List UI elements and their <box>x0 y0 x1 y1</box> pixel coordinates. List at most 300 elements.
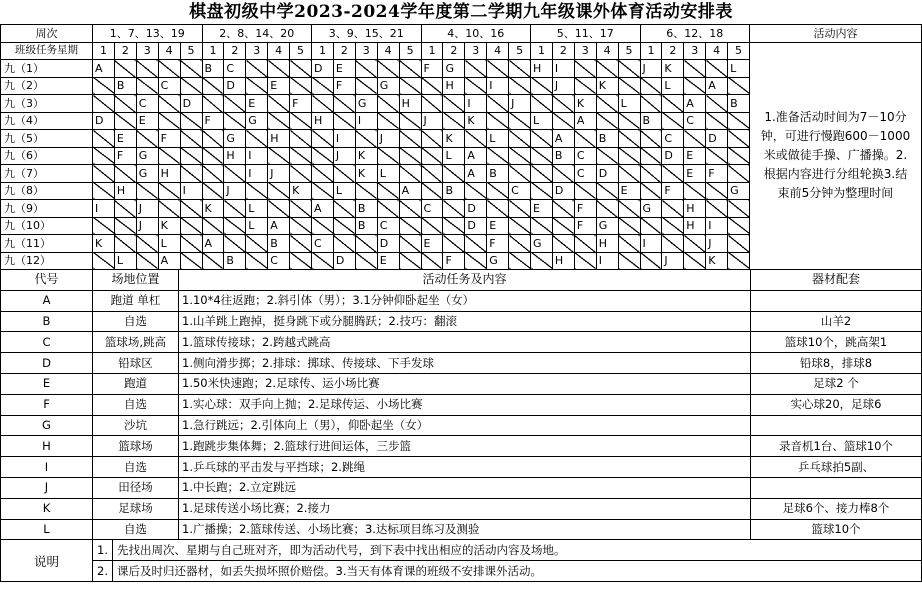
empty-slot <box>728 235 750 253</box>
week-group-header: 1、7、13、19 <box>93 25 203 43</box>
empty-slot <box>180 200 202 218</box>
activity-code-cell: G <box>640 200 662 218</box>
activity-code-cell: L <box>158 235 180 253</box>
empty-slot <box>465 130 487 148</box>
empty-slot <box>377 60 399 78</box>
activity-code-cell: B <box>596 130 618 148</box>
empty-slot <box>465 235 487 253</box>
class-name: 九（8） <box>1 182 93 200</box>
empty-slot <box>312 147 334 165</box>
activity-code-cell: K <box>465 112 487 130</box>
empty-slot <box>443 112 465 130</box>
empty-slot <box>180 235 202 253</box>
day-number: 5 <box>618 42 640 60</box>
empty-slot <box>290 252 312 270</box>
empty-slot <box>706 95 728 113</box>
empty-slot <box>224 235 246 253</box>
empty-slot <box>399 112 421 130</box>
activity-code-cell: L <box>114 252 136 270</box>
day-number: 4 <box>706 42 728 60</box>
empty-slot <box>268 182 290 200</box>
empty-slot <box>333 95 355 113</box>
activity-row <box>1 290 922 311</box>
empty-slot <box>728 77 750 95</box>
activity-code-cell: C <box>574 147 596 165</box>
activity-row <box>1 311 922 332</box>
empty-slot <box>509 60 531 78</box>
activity-code-cell: C <box>224 60 246 78</box>
empty-slot <box>312 165 334 183</box>
note-row <box>1 540 922 561</box>
empty-slot <box>684 60 706 78</box>
activity-equipment: 铅球8，排球8 <box>751 353 922 374</box>
activity-code-cell: F <box>421 60 443 78</box>
empty-slot <box>399 77 421 95</box>
activity-code-cell: I <box>246 165 268 183</box>
empty-slot <box>662 217 684 235</box>
empty-slot <box>399 60 421 78</box>
empty-slot <box>136 77 158 95</box>
activity-task: 1.乒乓球的平击发与平挡球；2.跳绳 <box>179 457 751 478</box>
empty-slot <box>728 252 750 270</box>
activity-code-cell: D <box>377 235 399 253</box>
activity-row <box>1 373 922 394</box>
note-number: 2. <box>93 561 113 582</box>
empty-slot <box>574 252 596 270</box>
activity-code-cell: E <box>136 112 158 130</box>
empty-slot <box>312 77 334 95</box>
empty-slot <box>312 217 334 235</box>
activity-row <box>1 457 922 478</box>
activity-code: C <box>1 332 93 353</box>
activity-code: L <box>1 519 93 540</box>
empty-slot <box>552 200 574 218</box>
empty-slot <box>290 235 312 253</box>
empty-slot <box>596 112 618 130</box>
day-number: 3 <box>246 42 268 60</box>
activity-code-cell: I <box>333 130 355 148</box>
activity-task: 1.10*4往返跑；2.斜引体（男）；3.1分钟仰卧起坐（女） <box>179 290 751 311</box>
activity-code-cell: G <box>224 130 246 148</box>
empty-slot <box>180 217 202 235</box>
empty-slot <box>640 252 662 270</box>
empty-slot <box>618 60 640 78</box>
empty-slot <box>443 235 465 253</box>
empty-slot <box>268 112 290 130</box>
activity-code-cell: H <box>312 112 334 130</box>
empty-slot <box>246 252 268 270</box>
empty-slot <box>552 217 574 235</box>
activity-code-cell: L <box>246 217 268 235</box>
activity-code-cell: C <box>268 252 290 270</box>
empty-slot <box>487 147 509 165</box>
empty-slot <box>312 182 334 200</box>
week-group-header: 2、8、14、20 <box>202 25 312 43</box>
activity-code-cell: J <box>136 217 158 235</box>
activity-code-cell: E <box>268 77 290 95</box>
equipment-header: 器材配套 <box>751 270 922 291</box>
day-number: 1 <box>312 42 334 60</box>
tasks-header: 活动任务及内容 <box>179 270 751 291</box>
activity-code-cell: D <box>93 112 115 130</box>
activity-code-cell: C <box>421 200 443 218</box>
empty-slot <box>158 147 180 165</box>
empty-slot <box>399 235 421 253</box>
empty-slot <box>202 182 224 200</box>
activity-code-cell: L <box>728 60 750 78</box>
activity-code-cell: A <box>465 147 487 165</box>
activity-code-cell: I <box>596 252 618 270</box>
day-number: 2 <box>552 42 574 60</box>
activity-code-cell: G <box>487 252 509 270</box>
empty-slot <box>706 112 728 130</box>
class-name: 九（3） <box>1 95 93 113</box>
activity-equipment: 山羊2 <box>751 311 922 332</box>
empty-slot <box>180 165 202 183</box>
class-name: 九（12） <box>1 252 93 270</box>
empty-slot <box>684 252 706 270</box>
empty-slot <box>399 217 421 235</box>
day-number: 1 <box>202 42 224 60</box>
empty-slot <box>202 252 224 270</box>
empty-slot <box>290 165 312 183</box>
activity-code-cell: G <box>246 112 268 130</box>
activity-code-cell: C <box>684 112 706 130</box>
empty-slot <box>574 182 596 200</box>
activity-code-cell: K <box>662 60 684 78</box>
empty-slot <box>706 60 728 78</box>
activity-equipment: 实心球20，足球6 <box>751 394 922 415</box>
empty-slot <box>136 60 158 78</box>
activity-code-cell: C <box>158 77 180 95</box>
activity-code-cell: A <box>552 130 574 148</box>
empty-slot <box>246 130 268 148</box>
empty-slot <box>596 95 618 113</box>
code-header: 代号 <box>1 270 93 291</box>
day-number: 5 <box>728 42 750 60</box>
activity-task: 1.篮球传接球；2.跨越式跳高 <box>179 332 751 353</box>
note-text: 课后及时归还器材，如丢失损坏照价赔偿。3.当天有体育课的班级不安排课外活动。 <box>113 561 922 582</box>
page-title: 棋盘初级中学2023-2024学年度第二学期九年级课外体育活动安排表 <box>189 2 733 22</box>
empty-slot <box>596 200 618 218</box>
empty-slot <box>465 60 487 78</box>
activity-place: 自选 <box>93 457 179 478</box>
activity-code-cell: I <box>465 95 487 113</box>
day-number: 2 <box>662 42 684 60</box>
activity-code-cell: G <box>355 95 377 113</box>
activity-code-cell: K <box>706 252 728 270</box>
empty-slot <box>114 235 136 253</box>
empty-slot <box>640 130 662 148</box>
activity-code-cell: C <box>377 217 399 235</box>
class-name: 九（5） <box>1 130 93 148</box>
empty-slot <box>93 165 115 183</box>
empty-slot <box>509 252 531 270</box>
activity-code-cell: A <box>574 112 596 130</box>
empty-slot <box>706 200 728 218</box>
activity-code: K <box>1 498 93 519</box>
empty-slot <box>618 217 640 235</box>
activity-equipment: 乒乓球拍5副、 <box>751 457 922 478</box>
activity-code-cell: K <box>574 95 596 113</box>
activity-code-cell: J <box>552 77 574 95</box>
activity-code-cell: A <box>158 252 180 270</box>
activity-code-cell: F <box>487 235 509 253</box>
activity-code-cell: F <box>333 77 355 95</box>
empty-slot <box>618 147 640 165</box>
empty-slot <box>443 200 465 218</box>
activity-row <box>1 477 922 498</box>
activity-code-cell: L <box>377 165 399 183</box>
note-number: 1. <box>93 540 113 561</box>
empty-slot <box>93 130 115 148</box>
activity-code-cell: J <box>662 252 684 270</box>
activity-code-cell: D <box>596 165 618 183</box>
empty-slot <box>728 165 750 183</box>
empty-slot <box>158 200 180 218</box>
empty-slot <box>443 165 465 183</box>
activity-code: H <box>1 436 93 457</box>
empty-slot <box>552 235 574 253</box>
empty-slot <box>93 252 115 270</box>
empty-slot <box>290 130 312 148</box>
empty-slot <box>640 182 662 200</box>
empty-slot <box>421 165 443 183</box>
empty-slot <box>421 77 443 95</box>
activity-code-cell: I <box>246 147 268 165</box>
class-name: 九（6） <box>1 147 93 165</box>
activity-code-cell: L <box>531 112 553 130</box>
activity-code-cell: B <box>443 182 465 200</box>
activity-code-cell: K <box>443 130 465 148</box>
activity-code-cell: A <box>93 60 115 78</box>
activity-code-cell: F <box>706 165 728 183</box>
empty-slot <box>158 60 180 78</box>
empty-slot <box>114 112 136 130</box>
day-number: 2 <box>443 42 465 60</box>
activity-place: 铅球区 <box>93 353 179 374</box>
activity-equipment <box>751 477 922 498</box>
activity-equipment: 篮球10个 <box>751 519 922 540</box>
empty-slot <box>224 200 246 218</box>
empty-slot <box>136 182 158 200</box>
activity-task: 1.山羊跳上跑掉，挺身跳下或分腿腾跃；2.技巧：翻滚 <box>179 311 751 332</box>
empty-slot <box>552 112 574 130</box>
activity-code-cell: L <box>246 200 268 218</box>
activities-header-row <box>1 270 922 291</box>
class-name: 九（10） <box>1 217 93 235</box>
activity-place: 跑道 单杠 <box>93 290 179 311</box>
activity-code-cell: B <box>355 200 377 218</box>
empty-slot <box>399 165 421 183</box>
activity-code-cell: H <box>596 235 618 253</box>
empty-slot <box>312 130 334 148</box>
empty-slot <box>114 60 136 78</box>
day-number: 1 <box>640 42 662 60</box>
activity-code-cell: E <box>377 252 399 270</box>
empty-slot <box>268 200 290 218</box>
activity-code-cell: A <box>706 77 728 95</box>
empty-slot <box>377 112 399 130</box>
class-name: 九（7） <box>1 165 93 183</box>
empty-slot <box>487 112 509 130</box>
note-text: 先找出周次、星期与自己班对齐，即为活动代号，到下表中找出相应的活动内容及场地。 <box>113 540 922 561</box>
activity-code-cell: B <box>552 147 574 165</box>
activity-code-cell: F <box>574 200 596 218</box>
week-group-header: 4、10、16 <box>421 25 530 43</box>
empty-slot <box>552 95 574 113</box>
empty-slot <box>509 200 531 218</box>
empty-slot <box>618 165 640 183</box>
empty-slot <box>728 112 750 130</box>
empty-slot <box>728 130 750 148</box>
activity-code-cell: H <box>268 130 290 148</box>
empty-slot <box>421 217 443 235</box>
week-group-header: 3、9、15、21 <box>312 25 422 43</box>
activity-code-cell: J <box>640 60 662 78</box>
empty-slot <box>684 77 706 95</box>
empty-slot <box>158 112 180 130</box>
empty-slot <box>531 217 553 235</box>
activity-code-cell: F <box>158 130 180 148</box>
empty-slot <box>224 95 246 113</box>
empty-slot <box>333 200 355 218</box>
empty-slot <box>509 235 531 253</box>
days-header-row <box>1 42 922 60</box>
activity-place: 自选 <box>93 519 179 540</box>
activity-code-cell: A <box>684 95 706 113</box>
activity-code-cell: F <box>114 147 136 165</box>
activity-code-cell: F <box>662 182 684 200</box>
empty-slot <box>202 217 224 235</box>
empty-slot <box>355 130 377 148</box>
empty-slot <box>640 147 662 165</box>
activity-code-cell: K <box>596 77 618 95</box>
activity-place: 沙坑 <box>93 415 179 436</box>
empty-slot <box>531 147 553 165</box>
empty-slot <box>93 77 115 95</box>
empty-slot <box>531 95 553 113</box>
activity-code-cell: B <box>268 235 290 253</box>
activity-equipment: 篮球10个，跳高架1 <box>751 332 922 353</box>
empty-slot <box>421 130 443 148</box>
activity-equipment: 足球2 个 <box>751 373 922 394</box>
empty-slot <box>246 60 268 78</box>
empty-slot <box>552 165 574 183</box>
activity-code-cell: D <box>333 252 355 270</box>
activity-code-cell: H <box>399 95 421 113</box>
activity-code-cell: E <box>114 130 136 148</box>
empty-slot <box>202 95 224 113</box>
activity-equipment: 足球6个、接力棒8个 <box>751 498 922 519</box>
empty-slot <box>180 112 202 130</box>
empty-slot <box>377 182 399 200</box>
activity-equipment: 录音机1台、篮球10个 <box>751 436 922 457</box>
activity-task: 1.跑跳步集体舞；2.篮球行进间运体，三步篮 <box>179 436 751 457</box>
empty-slot <box>290 147 312 165</box>
empty-slot <box>531 130 553 148</box>
empty-slot <box>574 130 596 148</box>
activity-code-cell: E <box>421 235 443 253</box>
empty-slot <box>662 165 684 183</box>
empty-slot <box>377 147 399 165</box>
activity-code-cell: G <box>136 147 158 165</box>
day-number: 2 <box>114 42 136 60</box>
empty-slot <box>662 112 684 130</box>
activity-code-cell: C <box>662 130 684 148</box>
activity-code: G <box>1 415 93 436</box>
empty-slot <box>465 182 487 200</box>
activity-code-cell: G <box>136 165 158 183</box>
activity-code-cell: F <box>574 217 596 235</box>
day-number: 4 <box>487 42 509 60</box>
activity-code-cell: G <box>531 235 553 253</box>
empty-slot <box>509 130 531 148</box>
activity-code-cell: B <box>202 60 224 78</box>
empty-slot <box>312 252 334 270</box>
schedule-table <box>0 24 922 270</box>
activity-code-cell: D <box>465 217 487 235</box>
activity-code-cell: K <box>290 182 312 200</box>
empty-slot <box>399 147 421 165</box>
empty-slot <box>136 252 158 270</box>
activity-code-cell: H <box>531 60 553 78</box>
empty-slot <box>399 200 421 218</box>
activity-code-cell: D <box>224 77 246 95</box>
day-number: 3 <box>355 42 377 60</box>
activity-code-cell: F <box>202 112 224 130</box>
activity-code-cell: F <box>443 252 465 270</box>
empty-slot <box>114 200 136 218</box>
activity-code-cell: H <box>443 77 465 95</box>
activity-code-cell: H <box>684 217 706 235</box>
activity-code-cell: C <box>574 165 596 183</box>
activity-code-cell: D <box>180 95 202 113</box>
activity-code-cell: C <box>312 235 334 253</box>
class-name: 九（11） <box>1 235 93 253</box>
activity-code-cell: L <box>443 147 465 165</box>
empty-slot <box>246 77 268 95</box>
week-group-header: 6、12、18 <box>640 25 749 43</box>
empty-slot <box>728 200 750 218</box>
empty-slot <box>399 130 421 148</box>
activity-content: 1.准备活动时间为7－10分钟，可进行慢跑600－1000米或做徒手操、广播操。2.根据内容进行分组轮换3.结束前5分钟为整理时间 <box>750 42 922 270</box>
empty-slot <box>290 60 312 78</box>
empty-slot <box>114 217 136 235</box>
activity-code-cell: F <box>290 95 312 113</box>
empty-slot <box>421 252 443 270</box>
activity-row <box>1 353 922 374</box>
day-number: 3 <box>136 42 158 60</box>
empty-slot <box>662 200 684 218</box>
empty-slot <box>333 165 355 183</box>
activity-code-cell: I <box>640 235 662 253</box>
empty-slot <box>465 77 487 95</box>
activity-code-cell: K <box>93 235 115 253</box>
empty-slot <box>93 95 115 113</box>
empty-slot <box>574 60 596 78</box>
activity-task: 1.中长跑；2.立定跳远 <box>179 477 751 498</box>
activity-code: J <box>1 477 93 498</box>
activity-code-cell: A <box>399 182 421 200</box>
empty-slot <box>596 60 618 78</box>
empty-slot <box>706 182 728 200</box>
empty-slot <box>640 165 662 183</box>
empty-slot <box>487 95 509 113</box>
activity-code-cell: H <box>224 147 246 165</box>
empty-slot <box>531 182 553 200</box>
content-header: 活动内容 <box>750 25 922 43</box>
